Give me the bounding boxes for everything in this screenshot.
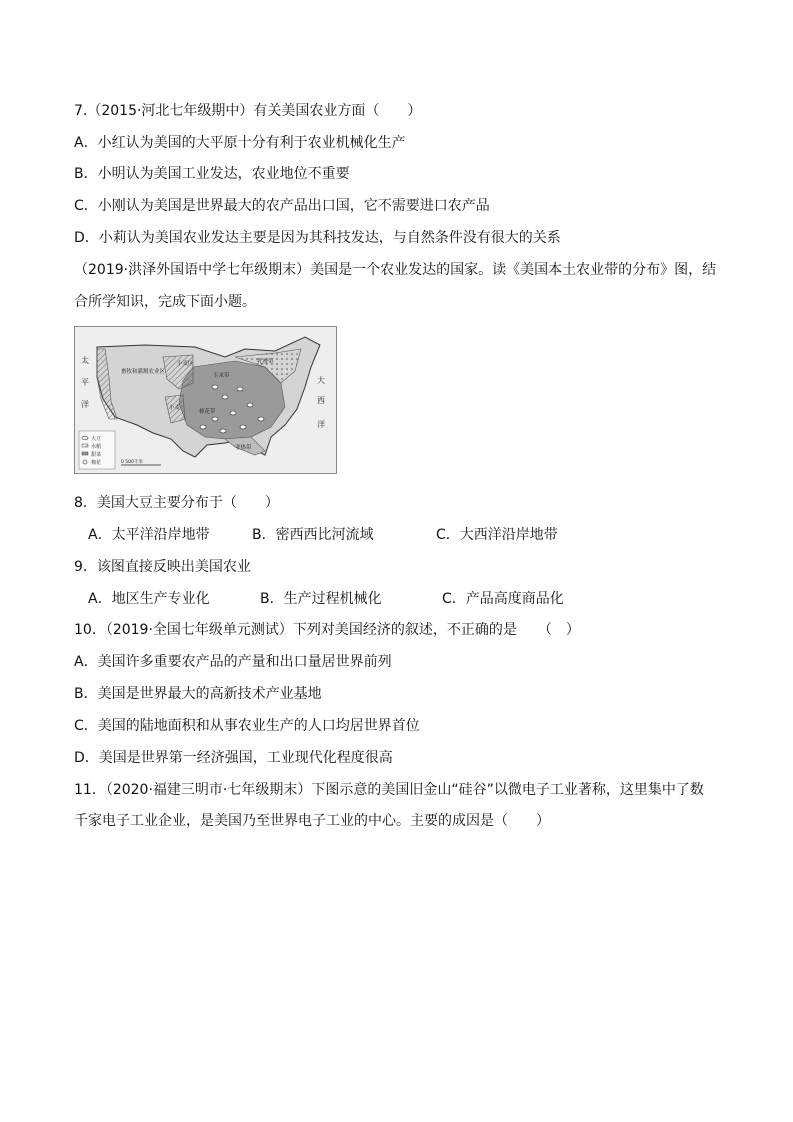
- dairy-belt-label: 乳畜带: [257, 359, 274, 365]
- q9-option-a: A．地区生产专业化: [88, 591, 210, 607]
- beet-legend-icon: [82, 452, 88, 455]
- atlantic-char-1: 大: [317, 376, 325, 385]
- q7-option-a: A．小红认为美国的大平原十分有利于农业机械化生产: [74, 135, 406, 151]
- cotton-legend-icon: [83, 460, 87, 464]
- corn-cotton-belt: [179, 361, 285, 439]
- wheat-label: 小麦: [169, 405, 181, 411]
- q8-option-b: B．密西西比河流域: [252, 527, 374, 543]
- subtropical-label: 亚热带: [235, 445, 252, 451]
- q7-option-b: B．小明认为美国工业发达，农业地位不重要: [74, 166, 350, 182]
- q9-stem: 9．该图直接反映出美国农业: [74, 559, 251, 575]
- atlantic-char-2: 西: [317, 396, 325, 405]
- legend-beet: 甜菜: [91, 452, 102, 458]
- map-graphic: [75, 327, 336, 473]
- q10-option-c: C．美国的陆地面积和从事农业生产的人口均居世界首位: [74, 718, 420, 734]
- q8-option-c: C．大西洋沿岸地带: [436, 527, 558, 543]
- intro-line-2: 合所学知识，完成下面小题。: [74, 294, 256, 310]
- legend-cotton: 棉花: [91, 460, 102, 466]
- q10-stem: 10．（2019·全国七年级单元测试）下列对美国经济的叙述，不正确的是 （ ）: [74, 622, 580, 638]
- pacific-char-2: 平: [81, 378, 89, 387]
- us-agriculture-belt-map: [74, 326, 337, 474]
- q10-option-d: D．美国是世界第一经济强国，工业现代化程度很高: [74, 750, 393, 766]
- q11-line-1: 11．（2020·福建三明市·七年级期末）下图示意的美国旧金山“硅谷”以微电子工业著称，这里集中了数: [74, 782, 704, 798]
- q10-option-a: A．美国许多重要农产品的产量和出口量居世界前列: [74, 654, 392, 670]
- pacific-char-1: 太: [81, 356, 89, 365]
- q7-option-d: D．小莉认为美国农业发达主要是因为其科技发达，与自然条件没有很大的关系: [74, 230, 561, 246]
- corn-belt-label: 玉米带: [213, 373, 230, 379]
- q8-option-a: A．太平洋沿岸地带: [88, 527, 210, 543]
- q7-stem: 7.（2015·河北七年级期中）有关美国农业方面（ ）: [74, 103, 422, 119]
- wheat-region-label: 小麦区: [177, 361, 194, 367]
- intro-line-1: （2019·洪泽外国语中学七年级期末）美国是一个农业发达的国家。读《美国本土农业带的分布》图，结: [74, 262, 717, 278]
- ranch-irrigation-label: 畜牧和灌溉农业区: [121, 369, 166, 375]
- cotton-belt-label: 棉花带: [199, 409, 216, 415]
- map-legend: [79, 431, 115, 469]
- q11-line-2: 千家电子工业企业，是美国乃至世界电子工业的中心。主要的成因是（ ）: [74, 813, 550, 829]
- legend-soybean: 大豆: [91, 436, 102, 442]
- soybean-legend-icon: [82, 436, 88, 440]
- q9-option-b: B．生产过程机械化: [260, 591, 382, 607]
- scale-label: 0 500千米: [121, 460, 143, 465]
- pacific-char-3: 洋: [81, 400, 89, 409]
- atlantic-char-3: 洋: [317, 420, 325, 429]
- q10-option-b: B．美国是世界最大的高新技术产业基地: [74, 686, 322, 702]
- legend-rice: 水稻: [91, 444, 102, 450]
- q8-stem: 8．美国大豆主要分布于（ ）: [74, 495, 279, 511]
- q9-option-c: C．产品高度商品化: [442, 591, 564, 607]
- rice-legend-icon: [82, 444, 88, 447]
- q7-option-c: C．小刚认为美国是世界最大的农产品出口国，它不需要进口农产品: [74, 198, 490, 214]
